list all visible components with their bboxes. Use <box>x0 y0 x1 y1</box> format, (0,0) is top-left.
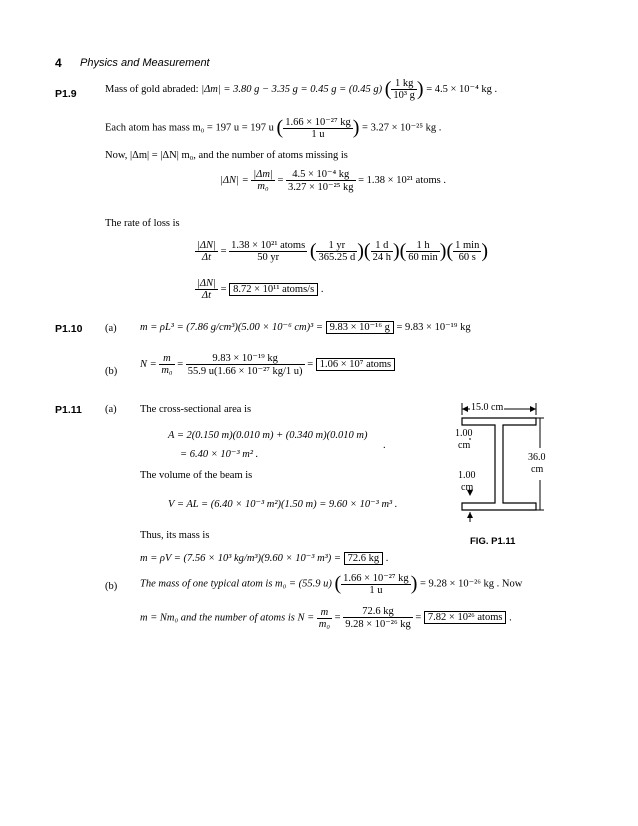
p19-line1-result: = 4.5 × 10⁻⁴ kg . <box>426 83 498 95</box>
p19-line1-frac: $\frac{1 kg}{\text{10³ g}}$ <box>393 78 415 101</box>
p111-c-answer-box: 7.82 × 10²⁶ atoms <box>424 611 507 624</box>
p19-atoms-eq: |ΔN| = $\frac{|\Delta m|}{\text{m₀}}$ = $\frac{\text{4.5 × 10⁻⁴ kg}}{\text{3.27 × 10⁻²⁵ kg}}$ = 1.38 × 10²¹ atoms . <box>220 169 446 193</box>
running-title: Physics and Measurement <box>80 57 210 69</box>
p19-rate-text: The rate of loss is <box>105 218 180 229</box>
p110-b-eq: N = $\frac{m}{\text{m₀}}$ = $\frac{\text{9.83 × 10⁻¹⁹ kg}}{\text{55.9 u(1.66 × 10⁻²⁷ kg/1 u)}}$ = 1.06 × 10⁷ atoms <box>140 352 395 377</box>
fig-flange-dim: 1.00 <box>458 470 476 481</box>
p111-a-label: (a) <box>105 404 117 415</box>
fig-web-dim-unit: cm <box>458 440 471 451</box>
p19-rate-result: $\frac{|\Delta N|}{\Delta t}$ = 8.72 × 10¹¹ atoms/s . <box>197 278 324 301</box>
p111-c-line: m = Nm₀ and the number of atoms is N = $\frac{m}{\text{m₀}}$ = $\frac{72.6 kg}{\text{9.28 × 10⁻²⁶ kg}}$ = 7.82 × 10²⁶ atoms . <box>140 606 512 630</box>
p19-line2-text: Each atom has mass m₀ = 197 u = 197 u <box>105 122 274 134</box>
problem-label-p111: P1.11 <box>55 404 82 416</box>
fig-height-dim-unit: cm <box>531 464 544 475</box>
p111-b-label: (b) <box>105 581 118 592</box>
p110-a-label: (a) <box>105 323 117 334</box>
fig-height-dim: 36.0 <box>528 452 546 463</box>
p111-mass-eq: m = ρV = (7.56 × 10³ kg/m³)(9.60 × 10⁻³ m³) = 72.6 kg . <box>140 553 389 564</box>
p19-rate-answer-box: 8.72 × 10¹¹ atoms/s <box>229 283 318 296</box>
p19-line1-eq: |Δm| = 3.80 g − 3.35 g = 0.45 g = (0.45 g) <box>201 83 383 95</box>
p111-b-line: The mass of one typical atom is m₀ = (55.9 u) ( $\frac{\text{1.66 × 10⁻²⁷ kg}}{1 u}$ ) = 9.28 × 10⁻²⁶ kg . Now <box>140 572 523 596</box>
p19-line3: Now, |Δm| = |ΔN| m₀, and the number of atoms missing is <box>105 150 348 161</box>
problem-label-p110: P1.10 <box>55 323 83 335</box>
p111-vol-eq: V = AL = (6.40 × 10⁻³ m²)(1.50 m) = 9.60 × 10⁻³ m³ . <box>168 499 398 510</box>
p111-mass-answer-box: 72.6 kg <box>344 552 384 565</box>
p19-rate-eq: $\frac{|\Delta N|}{\Delta t}$ = $\frac{\text{1.38 × 10²¹ atoms}}{50 yr}$ ( $\frac{1 yr}{365.25 d}$ )( $\frac{1 d}{24 h}$ )( $\frac{1 h}{60 \min}$ )( $\frac{1 \min}{60 s}$ ) <box>197 240 488 263</box>
p19-line1-text: Mass of gold abraded: <box>105 83 199 95</box>
p19-line2: Each atom has mass m₀ = 197 u = 197 u ( $\frac{\text{1.66 × 10⁻²⁷ kg}}{1 u}$ ) = 3.27 × 10⁻²⁵ kg . <box>105 116 442 140</box>
p110-a-eq: m = ρL³ = (7.86 g/cm³)(5.00 × 10⁻⁶ cm)³ = 9.83 × 10⁻¹⁶ g = 9.83 × 10⁻¹⁹ kg <box>140 322 471 333</box>
p19-line2-result: = 3.27 × 10⁻²⁵ kg . <box>362 122 442 134</box>
figure-caption: FIG. P1.11 <box>470 536 516 547</box>
page-number: 4 <box>55 56 62 70</box>
fig-flange-dim-unit: cm <box>461 482 474 493</box>
p111-a-text: The cross-sectional area is <box>140 404 252 415</box>
p110-b-label: (b) <box>105 366 118 377</box>
p111-area-line1: A = 2(0.150 m)(0.010 m) + (0.340 m)(0.010 m) <box>168 430 368 441</box>
fig-top-dim: 15.0 cm <box>471 402 504 413</box>
p111-mass-text: Thus, its mass is <box>140 530 210 541</box>
p111-area-line2: = 6.40 × 10⁻³ m² . <box>180 449 259 460</box>
problem-label-p19: P1.9 <box>55 88 77 100</box>
p110-a-answer-box: 9.83 × 10⁻¹⁶ g <box>326 321 394 334</box>
p111-vol-text: The volume of the beam is <box>140 470 253 481</box>
p19-line1: Mass of gold abraded: |Δm| = 3.80 g − 3.35 g = 0.45 g = (0.45 g) ( $\frac{1 kg}{\text{10³ g}}$ ) = 4.5 × 10⁻⁴ kg . <box>105 78 498 101</box>
fig-web-dim: 1.00 <box>455 428 473 439</box>
p19-line2-frac: $\frac{\text{1.66 × 10⁻²⁷ kg}}{1 u}$ <box>285 117 351 140</box>
p110-b-answer-box: 1.06 × 10⁷ atoms <box>316 358 395 371</box>
